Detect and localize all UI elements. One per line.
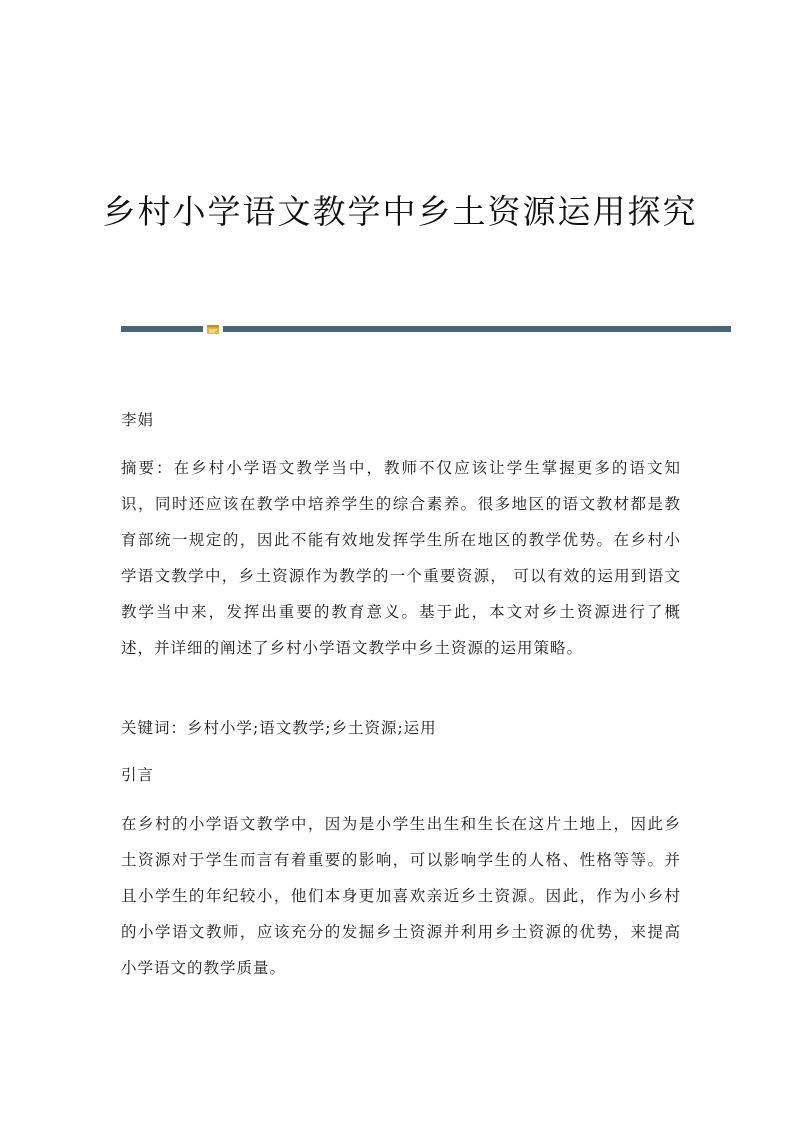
divider-bar-left <box>121 326 203 332</box>
keywords-line: 关键词：乡村小学;语文教学;乡土资源;运用 <box>121 719 437 737</box>
pencil-icon <box>206 322 220 336</box>
intro-paragraph: 在乡村的小学语文教学中，因为是小学生出生和生长在这片土地上，因此乡土资源对于学生而言有着重要的影响，可以影响学生的人格、性格等等。并且小学生的年纪较小，他们本身更加喜欢亲近乡土资源。因此，作为小乡村的小学语文教师，应该充分的发掘乡土资源并利用乡土资源的优势，来提高小学语文的教学质量。 <box>121 815 681 977</box>
abstract-paragraph: 摘要：在乡村小学语文教学当中，教师不仅应该让学生掌握更多的语文知识，同时还应该在教学中培养学生的综合素养。很多地区的语文教材都是教育部统一规定的，因此不能有效地发挥学生所在地区的教学优势。在乡村小学语文教学中，乡土资源作为教学的一个重要资源， 可以有效的运用到语文教学当中来，发挥出重要的教育意义。基于此，本文对乡土资源进行了概述，并详细的阐述了乡村小学语文教学中乡土资源的运用策略。 <box>121 459 681 657</box>
author-name: 李娟 <box>121 411 155 429</box>
divider-bar-right <box>223 326 731 332</box>
section-heading-introduction: 引言 <box>121 766 155 784</box>
title-divider <box>121 322 731 336</box>
document-title: 乡村小学语文教学中乡土资源运用探究 <box>102 192 698 231</box>
